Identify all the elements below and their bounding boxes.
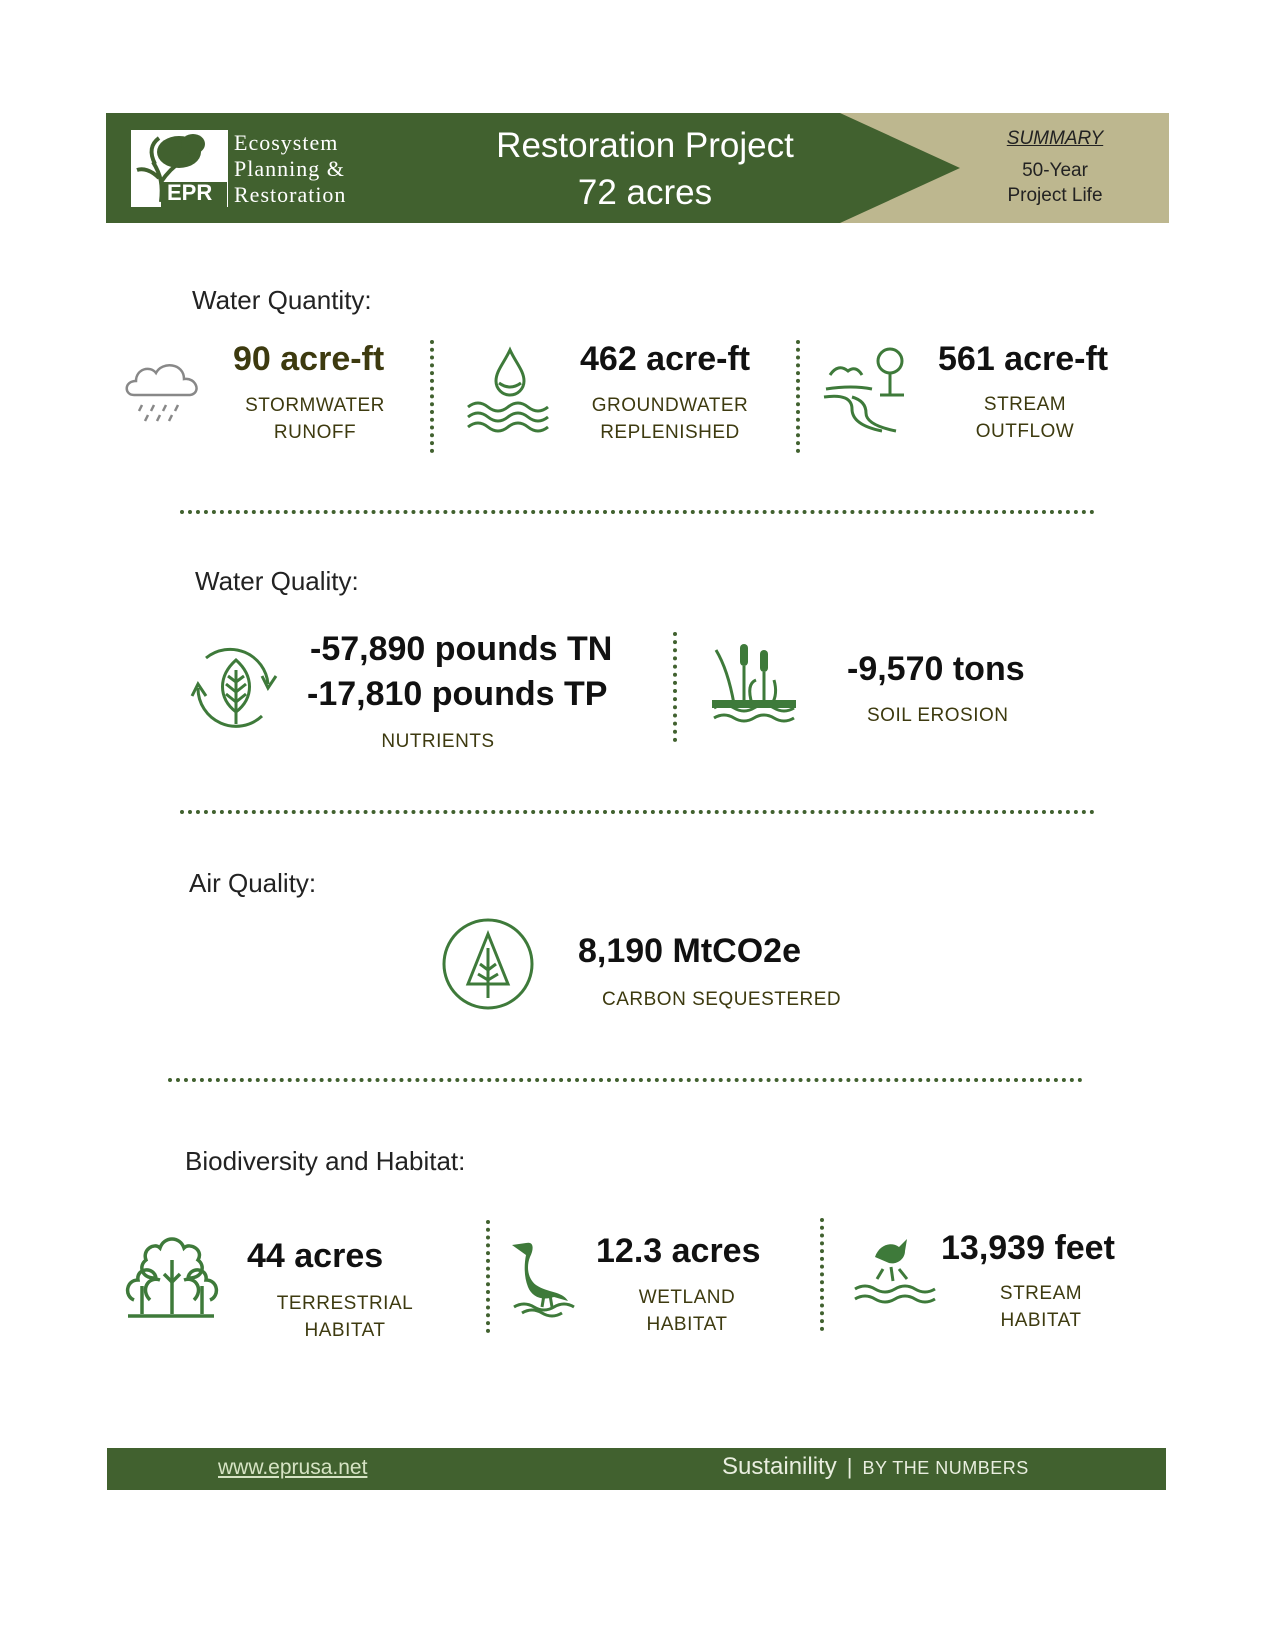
- stream-habitat-value: 13,939 feet: [941, 1229, 1115, 1267]
- footer-tagline-text: Sustainility: [722, 1453, 837, 1480]
- groundwater-caption-line-1: GROUNDWATER: [591, 395, 749, 416]
- section-label-water-quantity: Water Quantity:: [192, 285, 372, 315]
- leaf-cycle-icon: [188, 640, 288, 730]
- cattail-water-icon: [712, 640, 802, 725]
- rain-cloud-icon: [124, 355, 204, 425]
- summary-title: SUMMARY: [1006, 128, 1104, 149]
- stormwater-caption: [225, 392, 405, 446]
- groundwater-caption-line-2: REPLENISHED: [600, 422, 740, 443]
- forest-trees-icon: [124, 1230, 219, 1320]
- groundwater-value: 462 acre-ft: [580, 340, 751, 378]
- stormwater-value: 90 acre-ft: [233, 340, 385, 378]
- logo-line-3: Restoration: [234, 182, 347, 207]
- divider-vertical-2: [796, 340, 800, 453]
- carbon-caption: CARBON SEQUESTERED: [602, 989, 842, 1010]
- footer-tagline: [722, 1453, 1029, 1481]
- footer-divider: |: [846, 1454, 853, 1479]
- wetland-caption: [597, 1284, 777, 1338]
- title-line-1: Restoration Project: [496, 126, 794, 165]
- soil-erosion-caption: SOIL EROSION: [867, 705, 1009, 726]
- stream-landscape-icon: [822, 345, 912, 435]
- stormwater-caption-line-2: RUNOFF: [273, 422, 357, 443]
- divider-vertical-4: [486, 1220, 490, 1333]
- terrestrial-caption-line-1: TERRESTRIAL: [276, 1293, 414, 1314]
- section-label-air-quality: Air Quality:: [189, 868, 317, 898]
- section-label-biodiversity: Biodiversity and Habitat:: [185, 1146, 466, 1176]
- title-line-2: 72 acres: [577, 173, 713, 212]
- phosphorus-value: -17,810 pounds TP: [307, 675, 608, 713]
- stream-outflow-caption-line-2: OUTFLOW: [975, 421, 1075, 442]
- footer-subtitle: BY THE NUMBERS: [862, 1458, 1029, 1478]
- stream-outflow-value: 561 acre-ft: [938, 340, 1109, 378]
- water-drop-waves-icon: [466, 345, 556, 435]
- logo-epr-text: EPR: [167, 180, 213, 205]
- logo-line-1: Ecosystem: [234, 130, 339, 155]
- terrestrial-caption: [255, 1290, 435, 1344]
- logo-wordmark: [234, 130, 346, 208]
- nitrogen-value: -57,890 pounds TN: [310, 630, 613, 668]
- nutrients-caption: NUTRIENTS: [381, 731, 495, 752]
- stream-outflow-caption: [935, 391, 1115, 445]
- summary-line-2: Project Life: [1007, 185, 1103, 206]
- carbon-value: 8,190 MtCO2e: [578, 932, 801, 970]
- website-link[interactable]: www.eprusa.net: [218, 1456, 368, 1479]
- wetland-caption-line-2: HABITAT: [646, 1314, 728, 1335]
- terrestrial-caption-line-2: HABITAT: [304, 1320, 386, 1341]
- divider-vertical-5: [820, 1218, 824, 1331]
- wetland-value: 12.3 acres: [596, 1232, 761, 1270]
- divider-horizontal-3: [168, 1078, 1083, 1082]
- stream-habitat-caption-line-2: HABITAT: [1000, 1310, 1082, 1331]
- tree-circle-icon: [442, 918, 534, 1010]
- logo-mark: [131, 130, 228, 207]
- stream-habitat-caption: [951, 1280, 1131, 1334]
- stream-outflow-caption-line-1: STREAM: [983, 394, 1067, 415]
- divider-vertical-3: [673, 632, 677, 742]
- section-label-water-quality: Water Quality:: [195, 566, 359, 596]
- stormwater-caption-line-1: STORMWATER: [245, 395, 385, 416]
- heron-icon: [510, 1235, 580, 1315]
- soil-erosion-value: -9,570 tons: [847, 650, 1025, 688]
- groundwater-caption: [580, 392, 760, 446]
- divider-horizontal-1: [180, 510, 1095, 514]
- logo-line-2: Planning &: [234, 156, 345, 181]
- page-title: [470, 122, 820, 216]
- divider-vertical-1: [430, 340, 434, 453]
- summary-line-1: 50-Year: [1022, 160, 1088, 181]
- stream-habitat-caption-line-1: STREAM: [999, 1283, 1083, 1304]
- fish-jump-icon: [853, 1235, 945, 1305]
- divider-horizontal-2: [180, 810, 1095, 814]
- wetland-caption-line-1: WETLAND: [638, 1287, 736, 1308]
- terrestrial-value: 44 acres: [247, 1237, 384, 1275]
